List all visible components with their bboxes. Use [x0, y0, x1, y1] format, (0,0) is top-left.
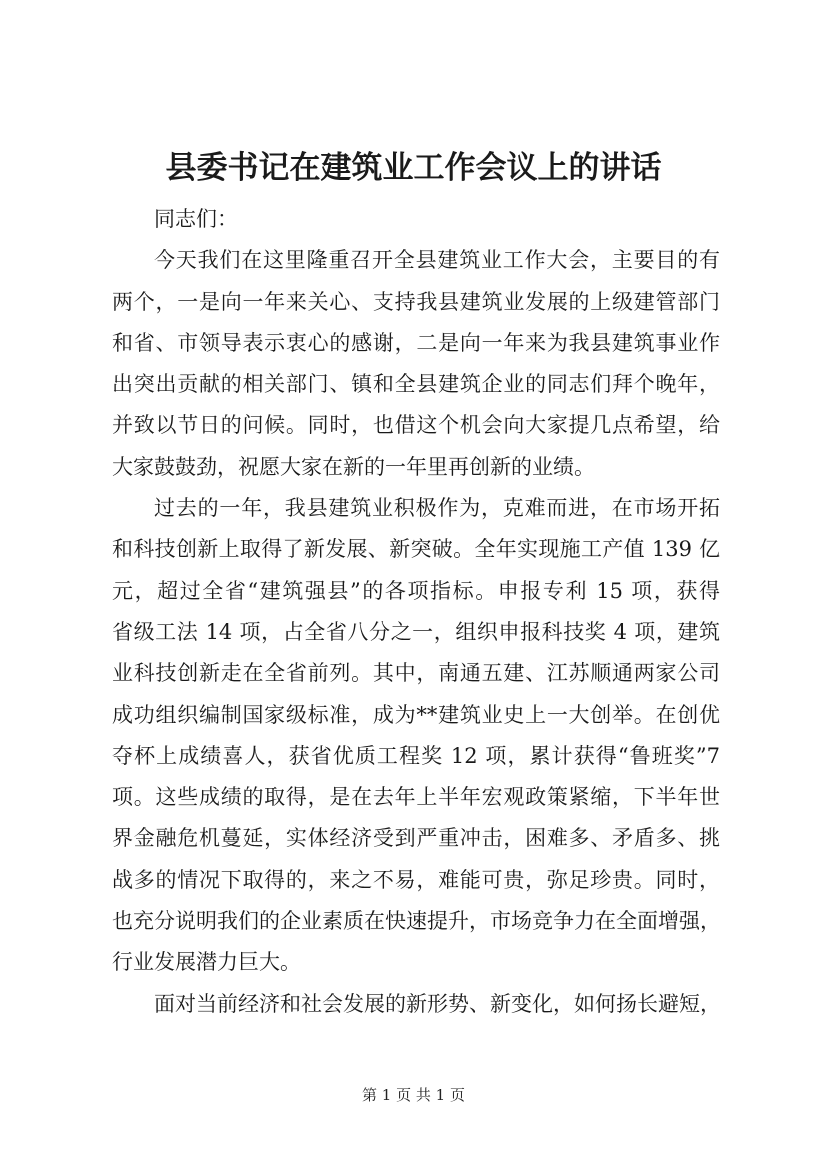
- paragraph: [112, 984, 720, 1025]
- paragraph-line: 省级工法 14 项，占全省八分之一，组织申报科技奖 4 项，建筑: [112, 619, 720, 644]
- paragraph-line: 过去的一年，我县建筑业积极作为，克难而进，在市场开拓: [154, 496, 720, 521]
- paragraph-line: 面对当前经济和社会发展的新形势、新变化，如何扬长避短，: [154, 991, 721, 1016]
- paragraph-line: 和省、市领导表示衷心的感谢，二是向一年来为我县建筑事业作: [112, 330, 720, 355]
- paragraph-line: 业科技创新走在全省前列。其中，南通五建、江苏顺通两家公司: [112, 661, 720, 686]
- paragraph-line: 项。这些成绩的取得，是在去年上半年宏观政策紧缩，下半年世: [112, 785, 720, 810]
- paragraph-line: 和科技创新上取得了新发展、新突破。全年实现施工产值 139 亿: [112, 537, 720, 562]
- paragraph-line: 大家鼓鼓劲，祝愿大家在新的一年里再创新的业绩。: [112, 454, 595, 479]
- document-body: [112, 199, 720, 1025]
- paragraph-line: 两个，一是向一年来关心、支持我县建筑业发展的上级建管部门: [112, 289, 720, 314]
- paragraph: [112, 240, 720, 488]
- document-title: 县委书记在建筑业工作会议上的讲话: [165, 150, 662, 186]
- paragraph-line: 并致以节日的问候。同时，也借这个机会向大家提几点希望，给: [112, 413, 720, 438]
- paragraph-line: 夺杯上成绩喜人，获省优质工程奖 12 项，累计获得“鲁班奖”7: [112, 743, 720, 768]
- paragraph-line: 也充分说明我们的企业素质在快速提升，市场竞争力在全面增强，: [112, 909, 721, 934]
- paragraph-line: 成功组织编制国家级标准，成为**建筑业史上一大创举。在创优: [112, 702, 720, 727]
- paragraph-line: 战多的情况下取得的，来之不易，难能可贵，弥足珍贵。同时，: [112, 867, 720, 892]
- salutation: 同志们：: [154, 207, 238, 231]
- paragraph-line: 界金融危机蔓延，实体经济受到严重冲击，困难多、矛盾多、挑: [112, 826, 720, 851]
- page-footer: 第 1 页 共 1 页: [362, 1086, 465, 1104]
- paragraph: [112, 488, 720, 984]
- paragraph-line: 行业发展潜力巨大。: [112, 950, 301, 975]
- paragraph-line: 今天我们在这里隆重召开全县建筑业工作大会，主要目的有: [154, 248, 720, 273]
- paragraph-line: 元，超过全省“建筑强县”的各项指标。申报专利 15 项，获得: [112, 578, 720, 603]
- paragraph-line: 出突出贡献的相关部门、镇和全县建筑企业的同志们拜个晚年，: [112, 372, 720, 397]
